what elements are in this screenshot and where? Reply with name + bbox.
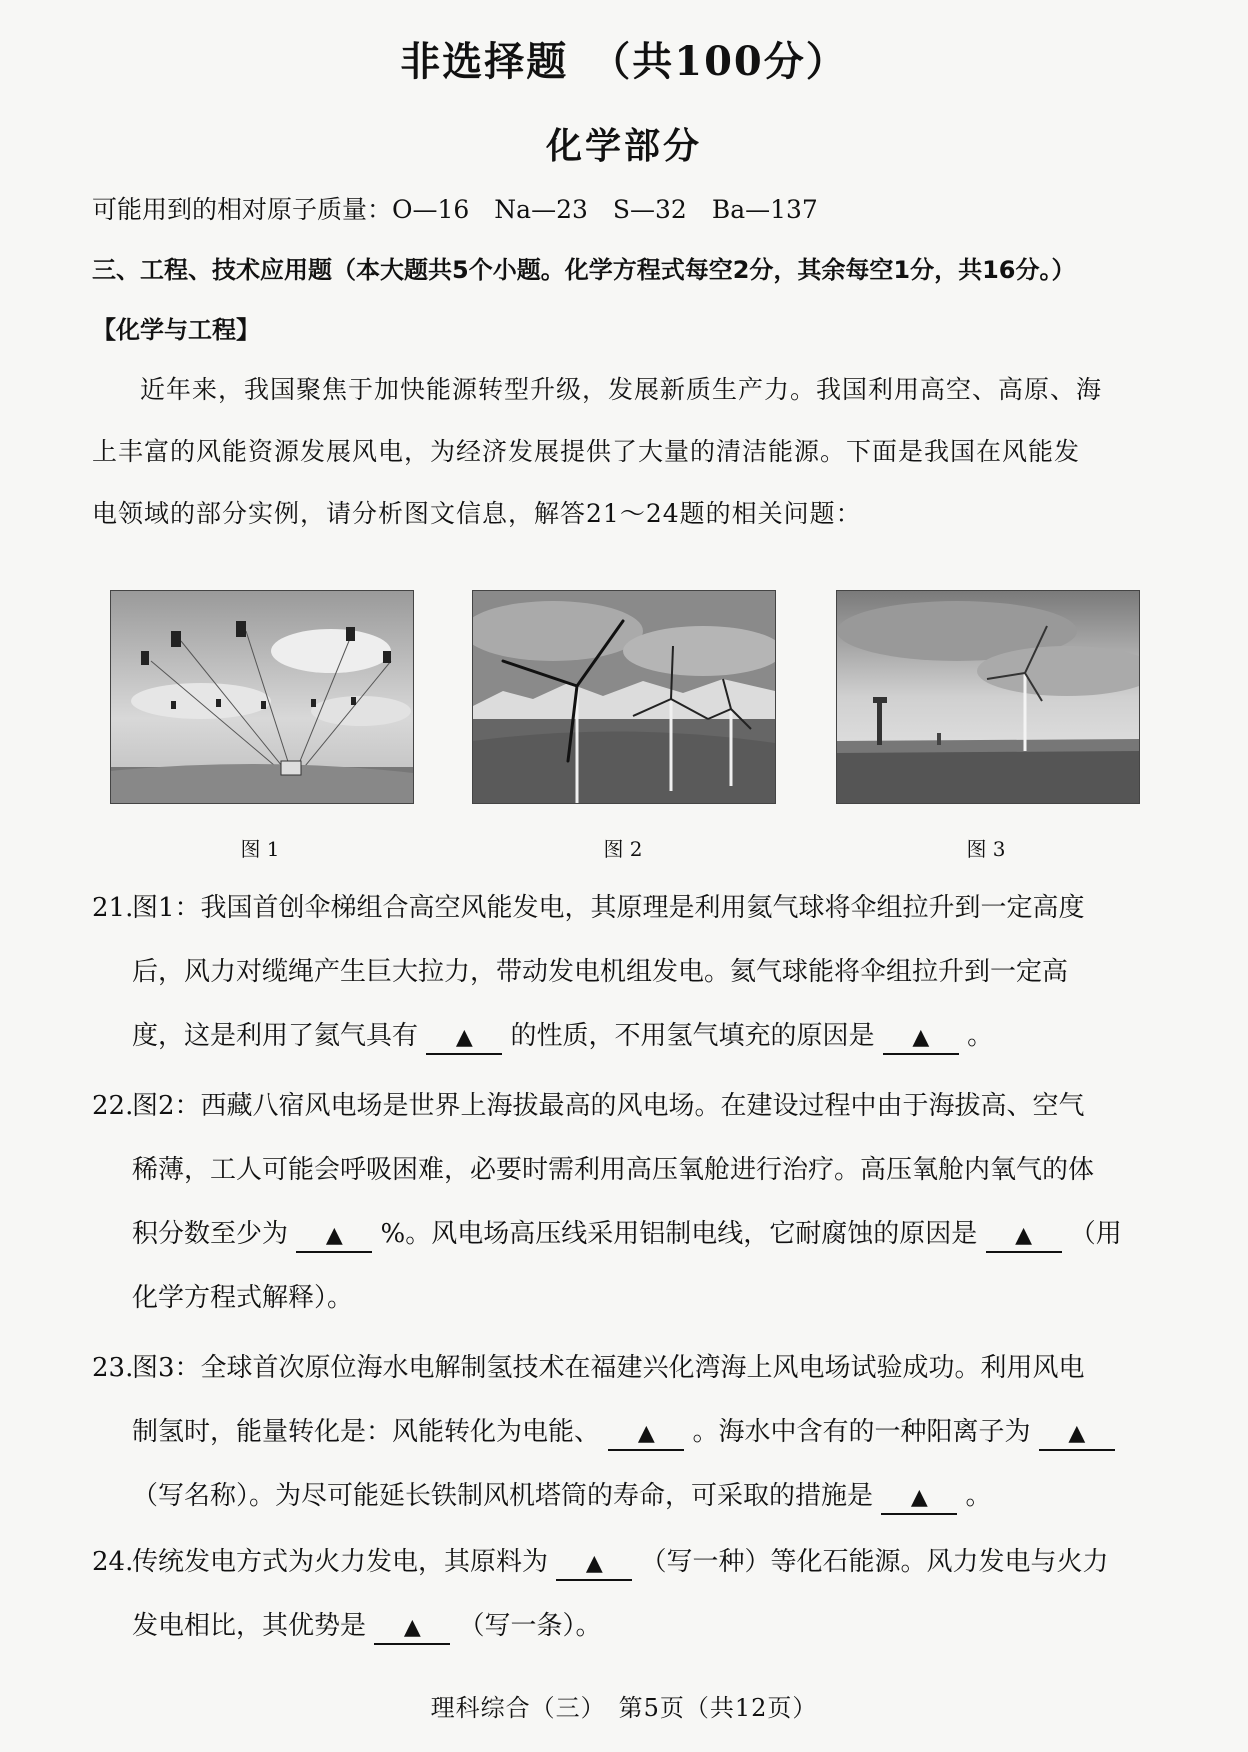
q21-line-1: 图1：我国首创伞梯组合高空风能发电，其原理是利用氦气球将伞组拉升到一定高度 — [132, 893, 1085, 923]
section-tag: 【化学与工程】 — [92, 316, 260, 344]
q23-line-1: 图3：全球首次原位海水电解制氢技术在福建兴化湾海上风电场试验成功。利用风电 — [132, 1353, 1085, 1383]
q22-line-2: 稀薄，工人可能会呼吸困难，必要时需利用高压氧舱进行治疗。高压氧舱内氧气的体 — [132, 1155, 1095, 1185]
intro-line-1: 近年来，我国聚焦于加快能源转型升级，发展新质生产力。我国利用高空、高原、海 — [140, 375, 1103, 404]
intro-line-3: 电领域的部分实例，请分析图文信息，解答21～24题的相关问题： — [92, 499, 862, 528]
q23-line-2-part-a: 制氢时，能量转化是：风能转化为电能、 — [132, 1417, 601, 1447]
q24-line-2-part-b: （写一条）。 — [458, 1611, 602, 1641]
answer-blank-23-3[interactable]: ▲ — [881, 1483, 957, 1515]
q23-line-3-part-b: 。 — [965, 1481, 992, 1511]
q24-line-1-part-a: 传统发电方式为火力发电，其原料为 — [132, 1547, 549, 1577]
figure-caption-2: 图 2 — [603, 837, 643, 861]
q23-line-3-part-a: （写名称）。为尽可能延长铁制风机塔筒的寿命，可采取的措施是 — [132, 1481, 874, 1511]
q23-line-2 — [132, 1410, 1115, 1454]
question-number: 24. — [92, 1547, 134, 1577]
atomic-masses: 可能用到的相对原子质量：O—16 Na—23 S—32 Ba—137 — [92, 195, 818, 224]
question-number: 23. — [92, 1353, 134, 1383]
question-22 — [92, 1084, 1178, 1344]
q24-line-2 — [132, 1604, 602, 1648]
q21-line-3-part-a: 度，这是利用了氦气具有 — [132, 1021, 419, 1051]
figure-caption-1: 图 1 — [240, 837, 280, 861]
intro-line-2: 上丰富的风能资源发展风电，为经济发展提供了大量的清洁能源。下面是我国在风能发 — [92, 437, 1081, 466]
q22-line-1: 图2：西藏八宿风电场是世界上海拔最高的风电场。在建设过程中由于海拔高、空气 — [132, 1091, 1085, 1121]
q22-line-3-part-c: （用 — [1069, 1219, 1122, 1249]
answer-blank-22-2[interactable]: ▲ — [986, 1221, 1062, 1253]
q24-line-2-part-a: 发电相比，其优势是 — [132, 1611, 367, 1641]
question-21 — [92, 886, 1178, 1086]
question-24 — [92, 1540, 1178, 1670]
answer-blank-22-1[interactable]: ▲ — [296, 1221, 372, 1253]
q24-line-1 — [132, 1540, 1109, 1584]
answer-blank-23-2[interactable]: ▲ — [1039, 1419, 1115, 1451]
answer-blank-21-1[interactable]: ▲ — [426, 1023, 502, 1055]
figure-caption-3: 图 3 — [966, 837, 1006, 861]
plateau-wind-turbines-image — [472, 590, 776, 804]
page-footer: 理科综合（三） 第5页（共12页） — [430, 1694, 818, 1722]
section-heading: 三、工程、技术应用题（本大题共5个小题。化学方程式每空2分，其余每空1分，共16分。） — [92, 256, 1076, 284]
page-title: 非选择题 （共100分） — [400, 38, 848, 85]
q21-line-3-part-b: 的性质，不用氢气填充的原因是 — [510, 1021, 875, 1051]
q22-line-3 — [132, 1212, 1122, 1256]
answer-blank-24-2[interactable]: ▲ — [374, 1613, 450, 1645]
question-number: 22. — [92, 1091, 134, 1121]
q21-line-3 — [132, 1014, 993, 1058]
question-number: 21. — [92, 893, 134, 923]
q21-line-2: 后，风力对缆绳产生巨大拉力，带动发电机组发电。氦气球能将伞组拉升到一定高 — [132, 957, 1069, 987]
q22-line-3-part-b: %。风电场高压线采用铝制电线，它耐腐蚀的原因是 — [380, 1219, 978, 1249]
q24-line-1-part-b: （写一种）等化石能源。风力发电与火力 — [640, 1547, 1109, 1577]
umbrella-ladder-kites-image — [110, 590, 414, 804]
q23-line-3 — [132, 1474, 992, 1518]
q22-line-4: 化学方程式解释）。 — [132, 1283, 354, 1313]
section-subtitle: 化学部分 — [545, 125, 702, 167]
answer-blank-21-2[interactable]: ▲ — [883, 1023, 959, 1055]
q23-line-2-part-b: 。海水中含有的一种阳离子为 — [692, 1417, 1031, 1447]
answer-blank-24-1[interactable]: ▲ — [556, 1549, 632, 1581]
offshore-wind-turbine-image — [836, 590, 1140, 804]
q22-line-3-part-a: 积分数至少为 — [132, 1219, 289, 1249]
q21-line-3-part-c: 。 — [967, 1021, 994, 1051]
question-23 — [92, 1346, 1178, 1546]
answer-blank-23-1[interactable]: ▲ — [608, 1419, 684, 1451]
